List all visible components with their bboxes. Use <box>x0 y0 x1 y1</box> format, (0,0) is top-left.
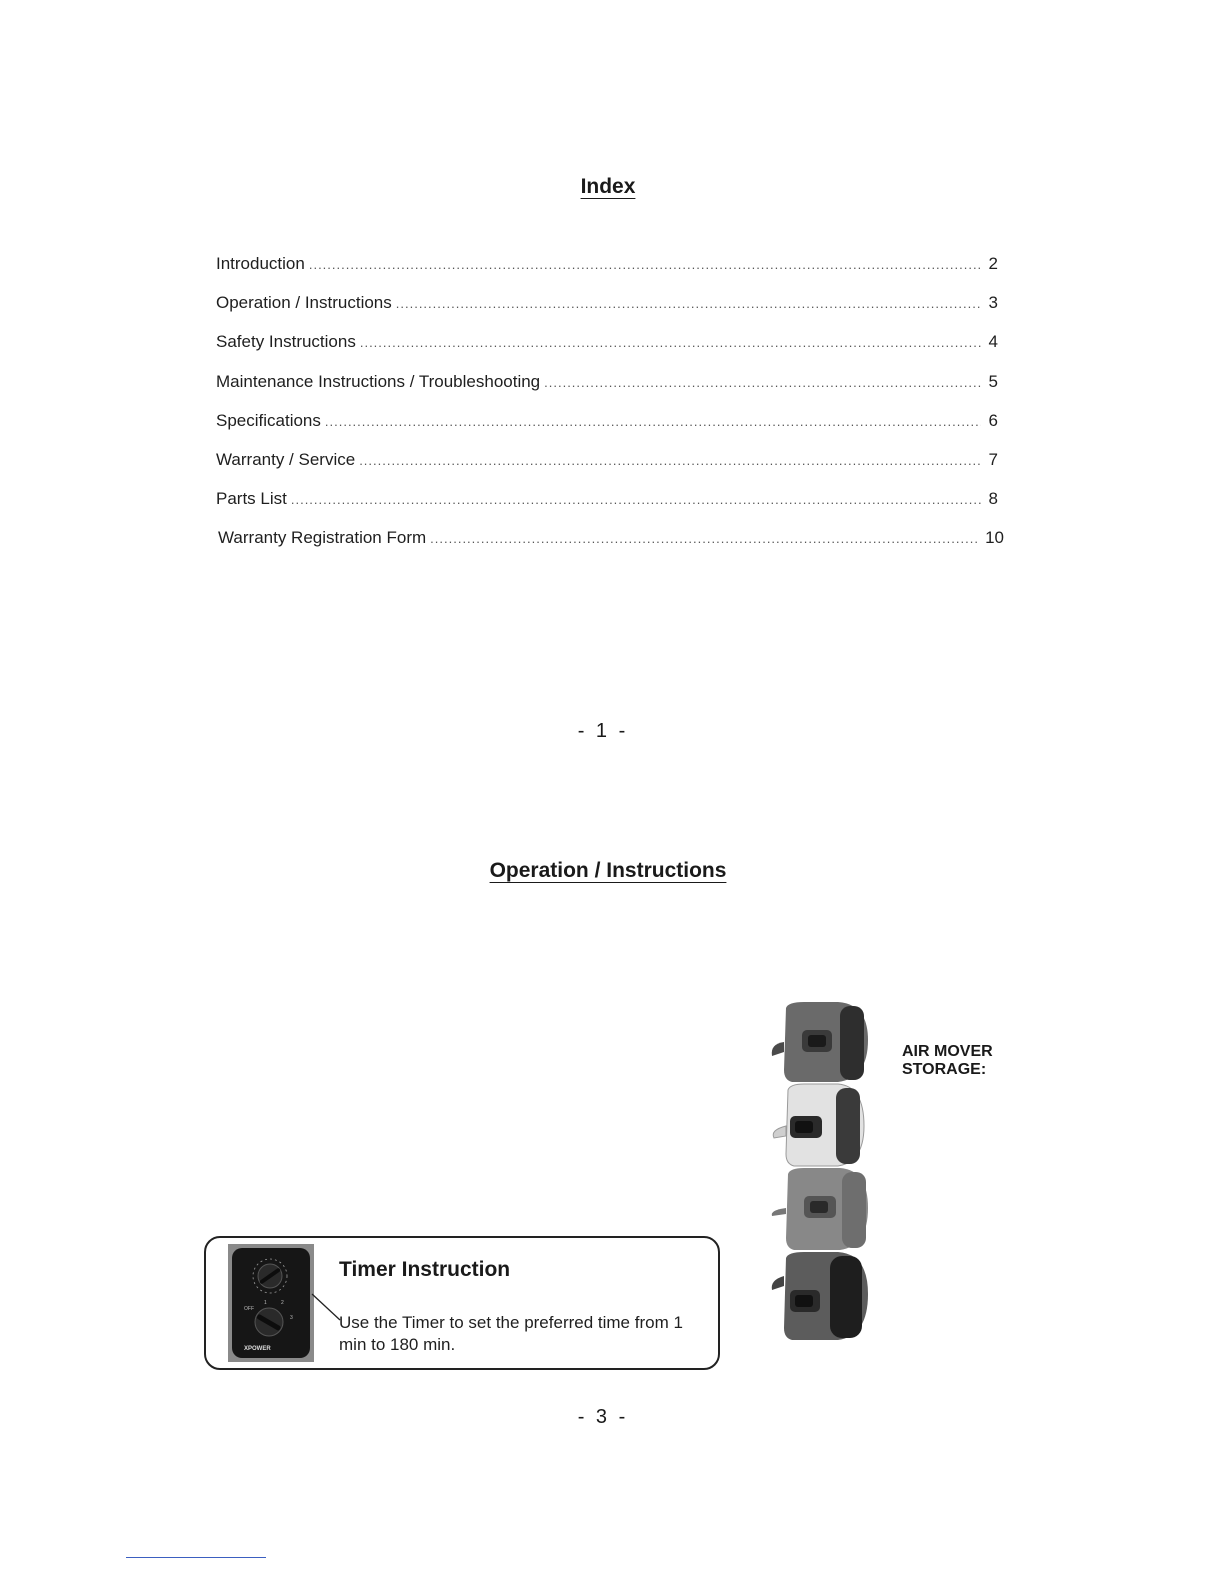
toc-page: 5 <box>988 371 998 391</box>
timer-instruction-title: Timer Instruction <box>339 1258 511 1281</box>
timer-instruction-box <box>204 1236 720 1370</box>
air-mover-unit-2 <box>773 1084 864 1166</box>
toc-leader <box>309 257 981 272</box>
page-number-3: - 3 - <box>577 1406 629 1428</box>
air-mover-unit-4 <box>772 1252 868 1340</box>
brand-logo-text: XPOWER <box>244 1346 271 1352</box>
index-title: Index <box>580 175 636 198</box>
toc-leader <box>325 414 981 429</box>
toc-leader <box>396 296 981 311</box>
knob-label-1: 1 <box>264 1300 267 1306</box>
toc-row-introduction[interactable] <box>216 254 998 293</box>
air-mover-stack-image <box>764 1000 874 1345</box>
timer-instruction-text: Use the Timer to set the preferred time from 1 min to 180 min. <box>339 1313 683 1354</box>
toc-label: Warranty Registration Form <box>218 528 427 548</box>
timer-panel-image <box>228 1244 314 1362</box>
knob-label-2: 2 <box>281 1300 284 1306</box>
toc-label: Introduction <box>216 254 305 273</box>
air-mover-unit-1 <box>772 1002 868 1082</box>
toc-row-maintenance[interactable] <box>216 372 998 411</box>
toc-label: Warranty / Service <box>216 449 356 469</box>
page-number-1: - 1 - <box>577 720 629 742</box>
toc-label: Safety Instructions <box>216 332 356 352</box>
toc-leader <box>544 375 981 390</box>
knob-label-off: OFF <box>244 1306 254 1312</box>
operation-title: Operation / Instructions <box>489 859 727 882</box>
toc-row-warranty-registration[interactable] <box>218 528 1004 567</box>
table-of-contents <box>216 254 1004 568</box>
toc-label: Maintenance Instructions / Troubleshooting <box>216 371 541 391</box>
toc-page: 4 <box>988 332 998 352</box>
toc-page: 3 <box>988 293 998 313</box>
toc-row-operation[interactable] <box>216 293 998 332</box>
air-mover-storage-label: AIR MOVER STORAGE: <box>902 1043 993 1078</box>
toc-page: 6 <box>988 410 998 430</box>
toc-leader <box>430 531 980 546</box>
toc-leader <box>360 335 981 350</box>
toc-page: 2 <box>988 254 998 273</box>
footer-link-underline <box>126 1557 266 1558</box>
toc-leader <box>291 492 981 507</box>
toc-leader <box>359 453 981 468</box>
toc-row-parts-list[interactable] <box>216 489 998 528</box>
toc-row-warranty-service[interactable] <box>216 450 998 489</box>
toc-page: 10 <box>985 528 1004 548</box>
toc-row-safety[interactable] <box>216 332 998 371</box>
air-mover-unit-3 <box>772 1168 868 1250</box>
toc-label: Specifications <box>216 410 321 430</box>
toc-row-specifications[interactable] <box>216 411 998 450</box>
knob-label-3: 3 <box>290 1315 293 1321</box>
toc-page: 8 <box>988 489 998 509</box>
toc-label: Operation / Instructions <box>216 293 392 313</box>
toc-label: Parts List <box>216 489 287 509</box>
toc-page: 7 <box>988 449 998 469</box>
